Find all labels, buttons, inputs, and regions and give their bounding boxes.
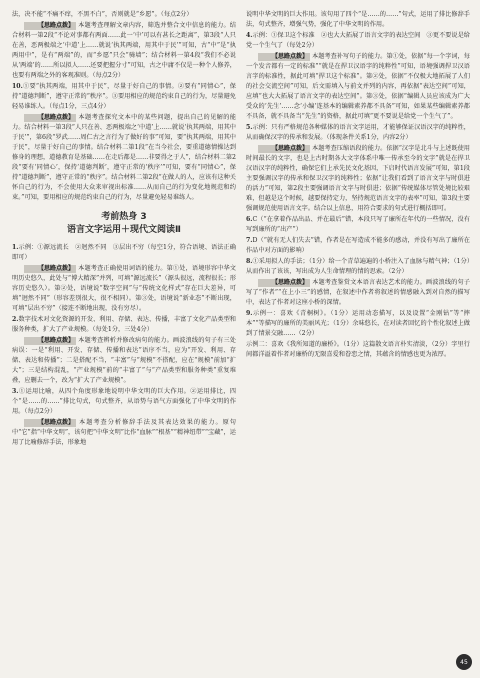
right-column (246, 10, 470, 670)
analysis-block: 【思路点拨】 本题考查鉴赏文本语言表达艺术的能力。画波浪线的句子写了“作者”“在上小三”的感情，在叙述中作者将叙述的情感融入到对自然的描写中，表达了作者对这座小桥的深情。 (246, 279, 470, 306)
question-6: 6.C（“在拿着作品出品、并在最后”错，本段只写了廉所在年代的一些情况，没有写到廉所的“出产”） (246, 216, 470, 233)
analysis-block: 【思路点拨】 本题考查分析修辞手法及其表达效果的能力。原句中“它”指“中华文明”，该句把“中华文明”比作“血脉”“根基”“精神纽带”“宝藏”，运用了比喻修辞手法，形象地 (12, 419, 236, 446)
left-column (12, 10, 236, 670)
tip-tag: 【思路点拨】 (258, 145, 310, 153)
page-number: 45 (456, 654, 472, 670)
analysis-block: 【思路点拨】 本题考查压缩语段的能力。依据“汉字是北斗与上述既使用时间最长的文字，也是上古时期各大文字体系中唯一传承至今的文字”就是在捍卫汉语汉字的纯粹性，确保它们上承先民文化基因，下启时代语言发展”可知，第1段主要强调汉字的传承和保卫汉字的纯粹性；依据“让我们看到了语言文字与时俱进的活力”可知，第2段主要强调语言文字与时俱进；依据“传统媒体尽管处境比较艰难，但越是这个时候，越要保持定力，坚持规范语言文字的表率”可知，第3段主要强调规范使用语言文字。结合以上信息，用符合要求的句式进行概括即可。 (246, 145, 470, 212)
answer-continuation: 法，决不能“不痛不痒，不黑不白”，否则就是“乡愿”。（每点2分） (12, 11, 193, 18)
tip-tag: 【思路点拨】 (258, 53, 310, 61)
tip-tag: 【思路点拨】 (24, 265, 76, 273)
question-9-example-2: 示例二：喜欢《我所知道的廉桥》。（1分）这篇散文语言朴实清淡，（2分）字里行间都洋溢着作者对廉桥的无限喜爱和眷恋之情，其蕴含的情感也更为浓厚。 (246, 341, 470, 358)
analysis-block: 【思路点拨】 本题考查辨析并修改病句的能力。画波浪线的句子有三处病误：一是“利用、开发、存储、传播和表达”语序不当，应为“开发、利用、存储、表达和传播”；二是搭配不当，“丰富”与“规模”不搭配，应在“规模”前加“扩大”；三是结构混乱，“产业规模”前的“丰富了”与“产品类型和服务种类”重复堆叠，应删去一个，改为“扩大了产业规模”。 (12, 337, 236, 384)
question-10: 10.①要“执其两端，用其中于民”，尽量于好自己的事情。②要有“同情心”，保持“道德判断”，遵守正常的“秩序”。③要用相应的规范约束自己的行为，尽量避免轻易谁练人。（每点1分，三点4分） (12, 83, 236, 110)
section-title (12, 211, 236, 237)
tip-tag: 【思路点拨】 (24, 114, 76, 122)
section-title-line2: 语言文字运用＋现代文阅读Ⅱ (67, 225, 181, 235)
question-8: 8.①采用拟人的手法；（1分）给一个青草遍遍的小桥注入了血脉与精气神；（1分）从而作出了该该，写出成为人生命情理的情的思索。（2分） (246, 258, 470, 275)
tip-tag: 【思路点拨】 (258, 279, 310, 287)
analysis-block: 【思路点拨】 本题考查探究文本中的某些问题，提出自己的见解的能力。结合材料一第3段“人只在善、恶两极端之‘中道’上……就说‘执其两端，用其中于民’”，第6段“罗武……周仁古之言行为了做好的事”可知，要“执其两端，用其中于民”，尽量于好自己的事情。结合材料二第1段“在当今社会，要重道德情操达到修身的理想，道德教育是基础……在走后都是……非要得之于人”，结合材料二第2段“要有‘同情心’，保持‘道德判断’，遵守正常的‘秩序’”可知，要有“同情心”，保持“道德判断”，遵守正常的“秩序”。结合材料二第2段“在做人的人，应该有这种关怀自己的行为，不会使用大众来审视出标准……从而自己的行为变化地规范和约束。”可知，要用相应的规范约束自己的行为，尽量避免轻易谁练人。 (12, 114, 236, 201)
question-1: 1.示例：①源远流长 ②迥然不同 ③层出不穷（每空1分，符合语境、语法正确即可） (12, 244, 236, 261)
tip-tag: 【思路点拨】 (24, 419, 76, 427)
analysis-continuation: 说明中华文明的巨大作用。该句用了四个“是……的……”句式，运用了排比修辞手法，句式整齐，增强气势，强化了中华文明的作用。 (246, 11, 470, 28)
question-4: 4.示例：①保卫这个标准 ②也大大拓展了语言文字的表达空间 ③更不要说是给党一个生气了（每处2分） (246, 32, 470, 49)
question-7: 7.D（“就有无人们失去”错，作者是在写造成不能多的感动，并没有写出了廉所在作品中对方面的影响） (246, 237, 470, 254)
question-9: 9.示例一：喜欢《青桐树》。（1分）运用动态描写，以及设置“金刚钻”等“摔本”“等描写的廉所的美丽风光；（1分）余味悠长，在对读者回忆的个性化叙述上做到了情景交融……（2分） (246, 310, 470, 337)
analysis-block: 【思路点拨】 本题考查补写句子的能力。第①处，依据“每一个字词，每一个发音都有一定的标准”“就是在捍卫汉语字的纯粹性”可知，语境强调捍卫汉语言字的标准性，据此可填“捍卫这个标准”。第②处，依据“不仅极大地拓展了人们的社会交流空间”可知，后文需填入与前文并列的内容，再依据“表达空间”可知，应填“也大大拓展了语言文字的表达空间”。第③处，依据“编辑人员应该成为广大受众的‘先生’……念‘小编’连基本的编辑素养都不具备”可知，如果某些编辑素养都不具备，就不具备当“先生”的资格，据此可填“更不要说是给党一个生气了”。 (246, 53, 470, 120)
tip-tag: 【思路点拨】 (24, 337, 76, 345)
analysis-block: 【思路点拨】 本题考查理解文章内容，筛选并整合文中信息的能力。结合材料一第2段“不论对事都有两面……此一‘中’可以有甚长之距离”，第3段“人只在善，恶两极端之‘中道’上……就说‘执其两端，用其中于民’”可知，古“中”是“执两用中”，是有“两端”的，而“乡愿”只会“骑墙”；结合材料一第4段“我们不必说从‘两端’的……所以拟人……还要把握分寸”可知，古之中庸不仅是一种个人修养，也要有两端之外的客观准则。（每点2分） (12, 22, 236, 79)
tip-tag: 【思路点拨】 (24, 22, 76, 30)
question-3: 3.①运用比喻，从四个角度形象地说明中华文明的巨大作用。②运用排比，四个“是……的……”排比句式，句式整齐，从语势与语气方面强化了中华文明的作用。（每点2分） (12, 388, 236, 415)
question-2: 2.数字技术对文化资源的开发、利用、存储、表达、传播，丰富了文化产品类型和服务种类，扩大了产业规模。（每处1分，三处4分） (12, 316, 236, 333)
section-title-line1: 考前热身 3 (101, 212, 147, 222)
question-5: 5.示例：只有严格规范各种媒体的语言文字运用，才能够保证汉语汉字的纯粹性，从而确保汉字的传承和发展。（体现条件关系1分，内容2分） (246, 124, 470, 141)
analysis-block: 【思路点拨】 本题考查正确使用词语的能力。第①处，语境形容中华文明历史悠久，此处与“博大精深”并列，可填“源远流长”（源头很远，流程很长；形容历史悠久）。第②处，语境说“数字空间”与“传统文化样式”存在巨大差异，可填“迥然不同”（形容差别很大，很不相同）。第③处，语境说“新业态”不断出现，可填“层出不穷”（接连不断地出现，没有穷尽）。 (12, 265, 236, 312)
